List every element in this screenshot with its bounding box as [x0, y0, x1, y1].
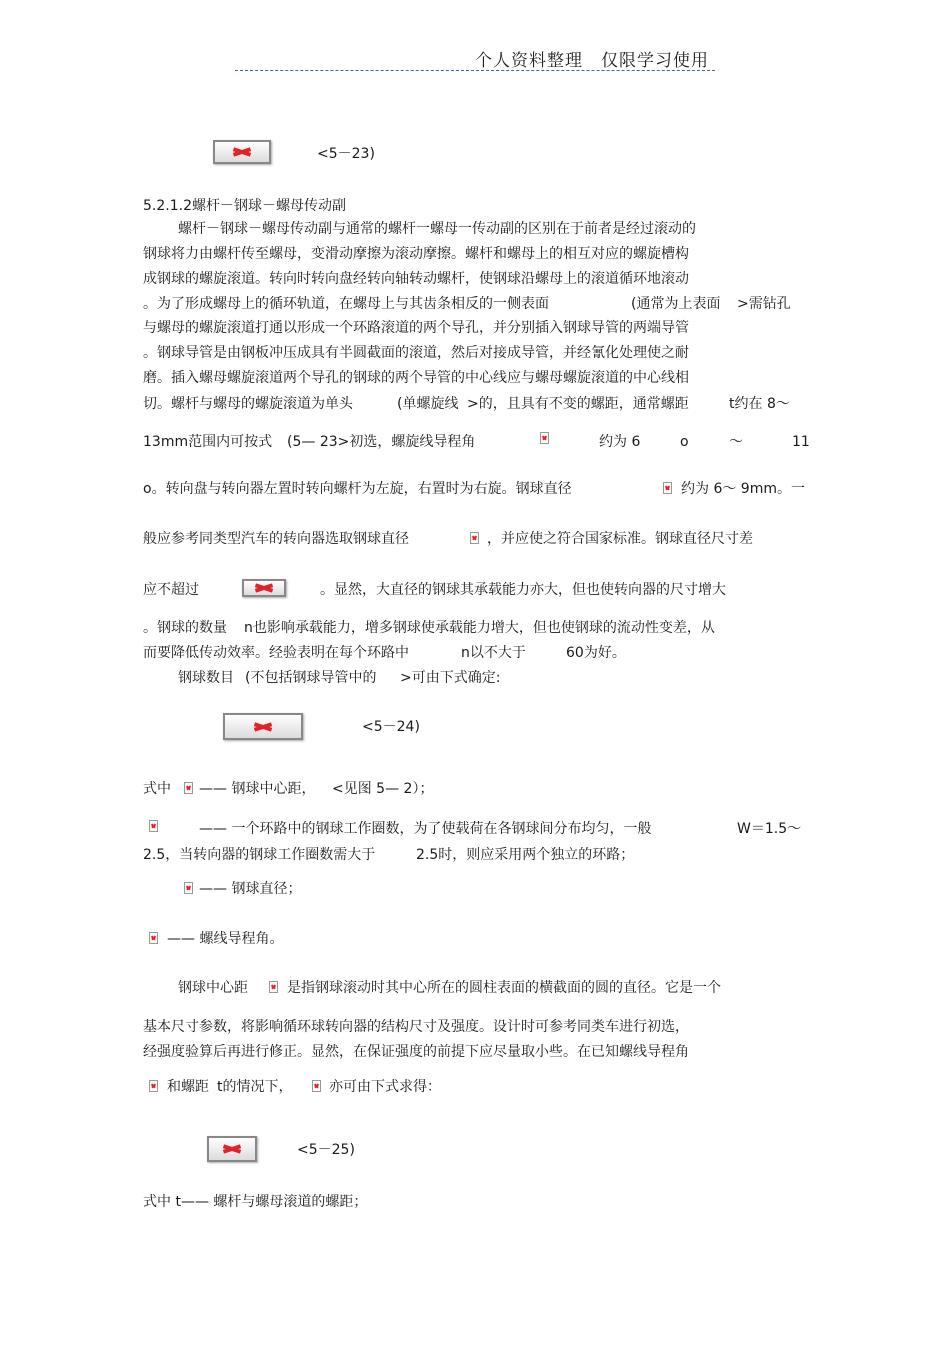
definition-line: <见图 5— 2）；	[332, 781, 434, 797]
paragraph-line: 应不超过	[143, 582, 199, 598]
paragraph-line: 成钢球的螺旋滚道。转向时转向盘经转向轴转动螺杆，使钢球沿螺母上的滚道循环地滚动	[143, 271, 689, 287]
paragraph-line: t约在 8～	[729, 396, 790, 412]
paragraph-line: 。为了形成螺母上的循环轨道，在螺母上与其齿条相反的一侧表面	[143, 296, 549, 312]
paragraph-line: >的，且具有不变的螺距，通常螺距	[467, 396, 689, 412]
paragraph-line: 经强度验算后再进行修正。显然，在保证强度的前提下应尽量取小些。在已知螺线导程角	[143, 1044, 689, 1060]
paragraph-line: 。钢球导管是由钢板冲压成具有半圆截面的滚道，然后对接成导管，并经氰化处理使之耐	[143, 345, 689, 361]
broken-image-icon	[470, 532, 479, 544]
definition-line: W＝1.5～	[737, 821, 802, 837]
paragraph-line: t的情况下，	[217, 1079, 293, 1095]
paragraph-line: 而要降低传动效率。经验表明在每个环路中	[143, 645, 409, 661]
paragraph-line: (单螺旋线	[397, 396, 459, 412]
paragraph-line: 是指钢球滚动时其中心所在的圆柱表面的横截面的圆的直径。它是一个	[287, 980, 721, 996]
definition-line: 式中	[143, 781, 171, 797]
paragraph-line: 钢球中心距	[178, 980, 248, 996]
paragraph-line: 。显然，大直径的钢球其承载能力亦大，但也使转向器的尺寸增大	[320, 582, 726, 598]
paragraph-line: n也影响承载能力，增多钢球使承载能力增大，但也使钢球的流动性变差，从	[244, 620, 715, 636]
broken-image-icon	[540, 432, 549, 444]
paragraph-line: n以不大于	[461, 645, 526, 661]
equation-number: <5－23)	[317, 146, 375, 162]
broken-image-icon	[149, 932, 158, 944]
paragraph-line: 约为 6～ 9mm。一	[681, 481, 805, 497]
paragraph-line: o。转向盘与转向器左置时转向螺杆为左旋，右置时为右旋。钢球直径	[143, 481, 572, 497]
paragraph-line: 与螺母的螺旋滚道打通以形成一个环路滚道的两个导孔，并分别插入钢球导管的两端导管	[143, 320, 689, 336]
paragraph-line: 基本尺寸参数，将影响循环球转向器的结构尺寸及强度。设计时可参考同类车进行初选，	[143, 1019, 689, 1035]
broken-image-icon	[149, 820, 158, 832]
broken-image-icon	[213, 140, 271, 164]
paragraph-line: (通常为上表面	[631, 296, 721, 312]
definition-line: 式中 t—— 螺杆与螺母滚道的螺距；	[143, 1194, 368, 1210]
paragraph-line: (5— 23>初选，螺旋线导程角	[287, 434, 476, 450]
broken-image-icon	[242, 579, 286, 597]
paragraph-line: (不包括钢球导管中的	[245, 670, 377, 686]
paragraph-line: 。钢球的数量	[143, 620, 227, 636]
paragraph-line: 60为好。	[566, 645, 626, 661]
paragraph-line: 和螺距	[167, 1079, 209, 1095]
broken-image-icon	[312, 1080, 321, 1092]
equation-number: <5－25)	[297, 1142, 355, 1158]
paragraph-line: 约为 6	[599, 434, 641, 450]
definition-line: 2.5，当转向器的钢球工作圈数需大于	[143, 847, 376, 863]
definition-line: —— 一个环路中的钢球工作圈数，为了使载荷在各钢球间分布均匀，一般	[199, 821, 652, 837]
section-title: 5.2.1.2螺杆－钢球－螺母传动副	[143, 198, 346, 214]
definition-line: —— 螺线导程角。	[167, 931, 284, 947]
definition-line: —— 钢球中心距，	[199, 781, 316, 797]
paragraph-line: >可由下式确定:	[400, 670, 501, 686]
paragraph-line: >需钻孔	[737, 296, 791, 312]
header-text: 个人资料整理 仅限学习使用	[475, 51, 709, 71]
broken-image-icon	[149, 1080, 158, 1092]
equation-number: <5－24)	[362, 719, 420, 735]
broken-image-icon	[184, 782, 193, 794]
paragraph-line: 般应参考同类型汽车的转向器选取钢球直径	[143, 531, 409, 547]
paragraph-line: 13mm范围内可按式	[143, 434, 273, 450]
paragraph-line: 11	[792, 434, 810, 450]
broken-image-icon	[223, 713, 303, 740]
paragraph-line: 螺杆－钢球－螺母传动副与通常的螺杆一螺母一传动副的区别在于前者是经过滚动的	[178, 221, 696, 237]
paragraph-line: 钢球将力由螺杆传至螺母，变滑动摩擦为滚动摩擦。螺杆和螺母上的相互对应的螺旋槽构	[143, 246, 689, 262]
paragraph-line: 切。螺杆与螺母的螺旋滚道为单头	[143, 396, 353, 412]
broken-image-icon	[663, 482, 672, 494]
definition-line: —— 钢球直径；	[199, 881, 302, 897]
definition-line: 2.5时，则应采用两个独立的环路；	[416, 847, 635, 863]
paragraph-line: o	[680, 434, 689, 450]
paragraph-line: 磨。插入螺母螺旋滚道两个导孔的钢球的两个导管的中心线应与螺母螺旋滚道的中心线相	[143, 370, 689, 386]
page-header	[235, 46, 715, 71]
paragraph-line: ，并应使之符合国家标准。钢球直径尺寸差	[487, 531, 753, 547]
broken-image-icon	[184, 882, 193, 894]
paragraph-line: 钢球数目	[178, 670, 234, 686]
broken-image-icon	[207, 1136, 257, 1162]
paragraph-line: ～	[729, 434, 743, 450]
paragraph-line: 亦可由下式求得：	[329, 1079, 441, 1095]
broken-image-icon	[269, 981, 278, 993]
